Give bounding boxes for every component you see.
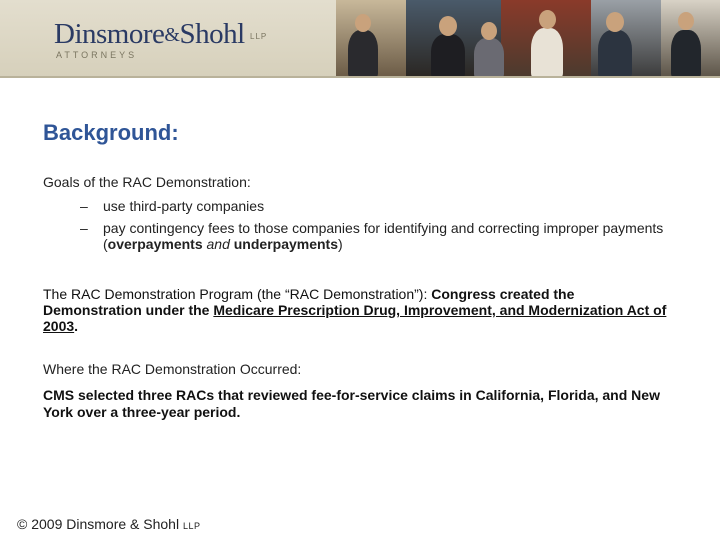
program-paragraph — [43, 286, 673, 334]
logo-subtitle: ATTORNEYS — [56, 50, 138, 60]
program-end: . — [74, 318, 79, 334]
goal-text: pay contingency fees to those companies for identifying and correcting improper payments ( — [103, 220, 664, 252]
header-photo-collage — [336, 0, 720, 78]
logo-llp: LLP — [250, 32, 268, 41]
slide-title: Background: — [43, 120, 179, 145]
goal-bold-underpayments: underpayments — [233, 236, 338, 252]
program-bold-text: Congress created the Demonstration under the — [43, 286, 575, 318]
logo-wordmark — [54, 18, 245, 51]
firm-logo — [0, 0, 336, 78]
where-heading: Where the RAC Demonstration Occurred: — [43, 361, 302, 377]
goal-text: use third-party companies — [103, 198, 265, 214]
program-act-name: Medicare Prescription Drug, Improvement, and Modernization Act of 2003 — [43, 302, 667, 334]
logo-ampersand: & — [164, 24, 180, 46]
goal-italic-and: and — [206, 236, 230, 252]
goal-bold-overpayments: overpayments — [107, 236, 203, 252]
bullet-dash: – — [80, 220, 88, 236]
goal-item — [80, 220, 680, 252]
copyright-text: © 2009 Dinsmore & Shohl — [17, 516, 183, 532]
header-divider — [0, 76, 720, 78]
copyright-llp: LLP — [182, 521, 201, 531]
where-paragraph: CMS selected three RACs that reviewed fee-for-service claims in California, Florida, and New York over a three-year period. — [43, 387, 660, 420]
logo-name-first: Dinsmore — [54, 18, 165, 50]
goal-item — [80, 198, 680, 214]
program-intro: The RAC Demonstration Program (the “RAC Demonstration”): — [43, 286, 432, 302]
logo-name-second: Shohl — [179, 18, 245, 50]
goals-list — [80, 198, 680, 258]
copyright-footer — [17, 516, 200, 532]
goal-text-end: ) — [338, 236, 343, 252]
header-banner — [0, 0, 720, 78]
goals-heading: Goals of the RAC Demonstration: — [43, 174, 251, 190]
bullet-dash: – — [80, 198, 88, 214]
